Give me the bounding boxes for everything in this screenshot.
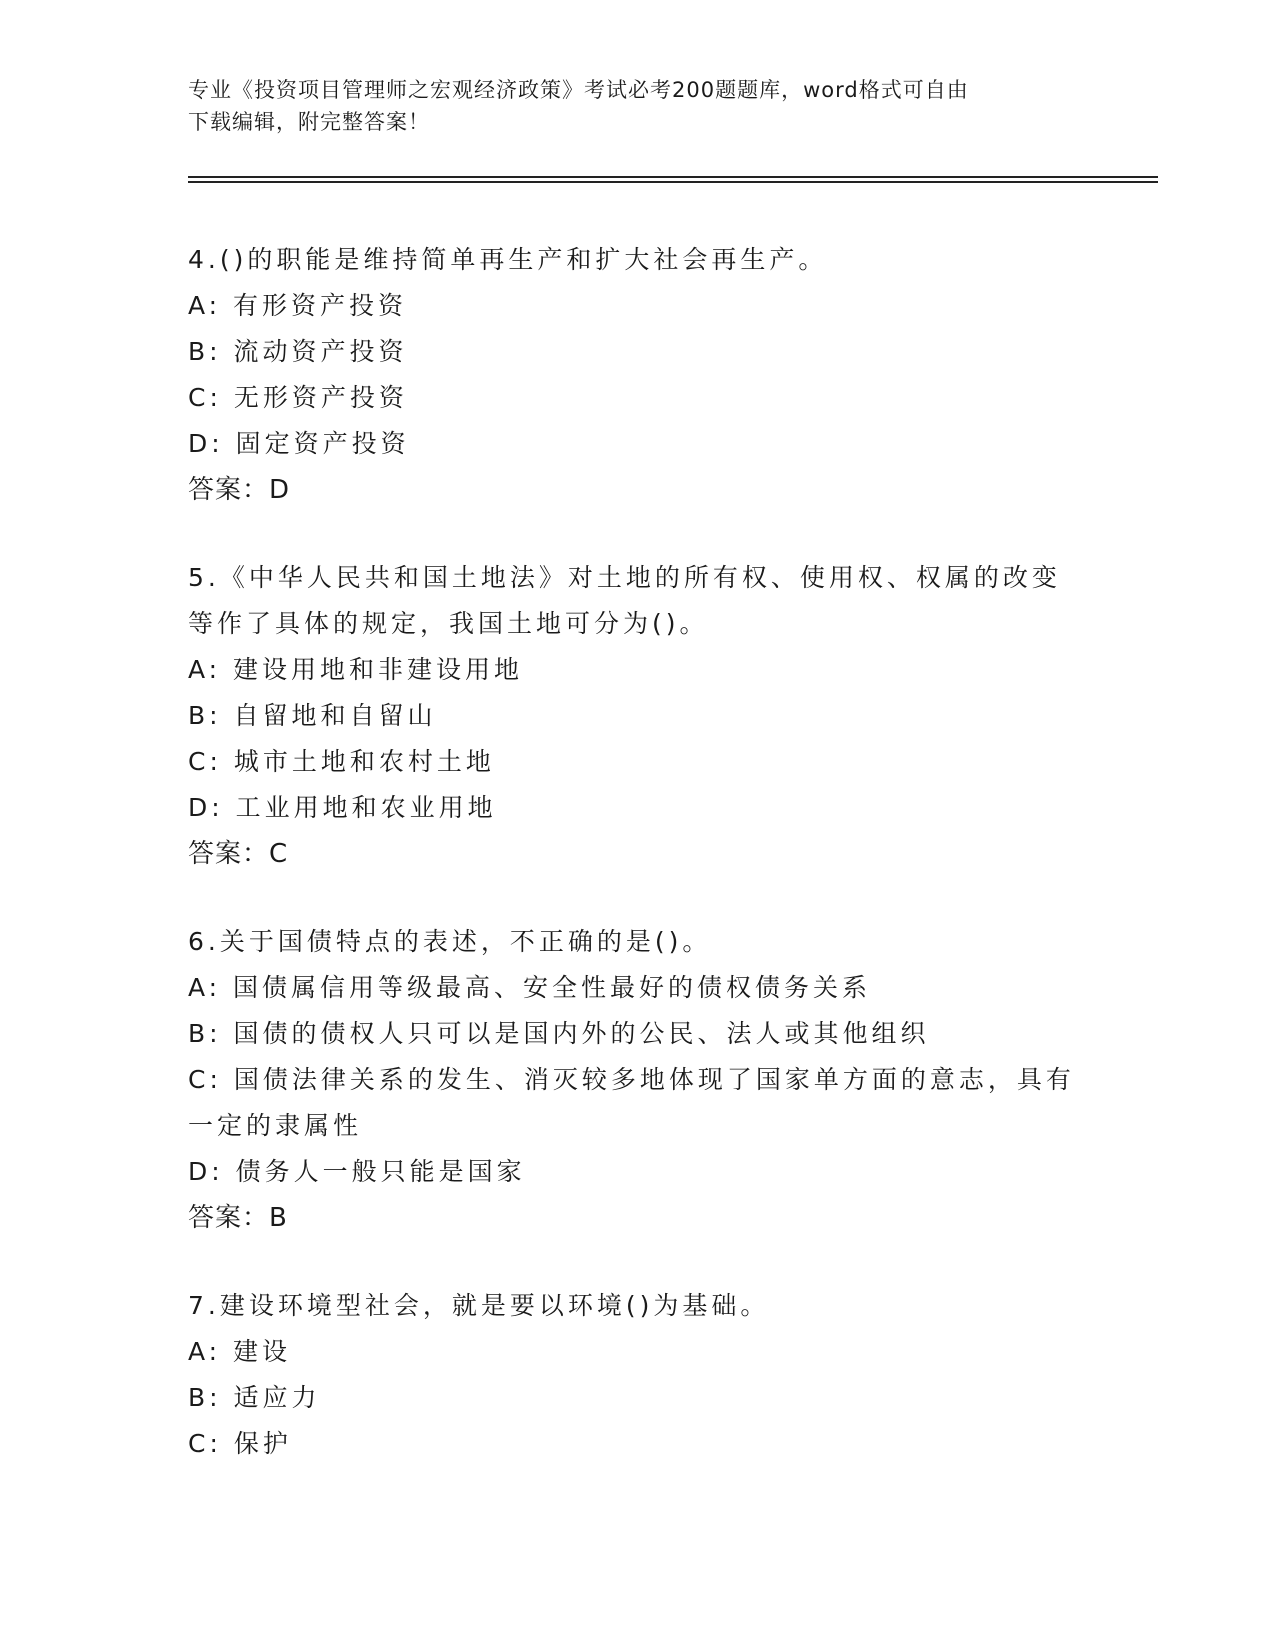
question-list — [188, 237, 1088, 1509]
option-c: C: 国债法律关系的发生、消灭较多地体现了国家单方面的意志，具有 — [188, 1065, 1075, 1094]
answer-label: 答案：B — [188, 1203, 288, 1233]
option-d: D: 债务人一般只能是国家 — [188, 1157, 526, 1186]
question-7 — [188, 1283, 1088, 1467]
question-4 — [188, 237, 1088, 513]
option-d: D: 工业用地和农业用地 — [188, 793, 497, 822]
question-stem-continued: 等作了具体的规定，我国土地可分为()。 — [188, 609, 709, 638]
option-b: B: 国债的债权人只可以是国内外的公民、法人或其他组织 — [188, 1019, 930, 1048]
option-c-continued: 一定的隶属性 — [188, 1111, 363, 1140]
header-line-1: 专业《投资项目管理师之宏观经济政策》考试必考200题题库，word格式可自由 — [188, 78, 969, 102]
option-a: A: 国债属信用等级最高、安全性最好的债权债务关系 — [188, 973, 872, 1002]
header-divider-top — [188, 176, 1158, 178]
question-stem: 6.关于国债特点的表述，不正确的是()。 — [188, 927, 712, 956]
option-a: A: 建设用地和非建设用地 — [188, 655, 524, 684]
option-c: C: 保护 — [188, 1429, 292, 1458]
option-c: C: 无形资产投资 — [188, 383, 408, 412]
header-divider-bottom — [188, 181, 1158, 183]
option-d: D: 固定资产投资 — [188, 429, 410, 458]
question-5 — [188, 555, 1088, 877]
option-b: B: 适应力 — [188, 1383, 321, 1412]
option-c: C: 城市土地和农村土地 — [188, 747, 495, 776]
answer-label: 答案：D — [188, 475, 291, 505]
question-stem: 4.()的职能是维持简单再生产和扩大社会再生产。 — [188, 245, 828, 274]
option-a: A: 有形资产投资 — [188, 291, 408, 320]
question-stem: 5.《中华人民共和国土地法》对土地的所有权、使用权、权属的改变 — [188, 563, 1061, 592]
option-a: A: 建设 — [188, 1337, 292, 1366]
document-header — [188, 74, 1088, 138]
option-b: B: 流动资产投资 — [188, 337, 408, 366]
question-stem: 7.建设环境型社会，就是要以环境()为基础。 — [188, 1291, 770, 1320]
question-6 — [188, 919, 1088, 1241]
header-line-2: 下载编辑，附完整答案！ — [188, 110, 430, 134]
answer-label: 答案：C — [188, 839, 289, 869]
option-b: B: 自留地和自留山 — [188, 701, 437, 730]
